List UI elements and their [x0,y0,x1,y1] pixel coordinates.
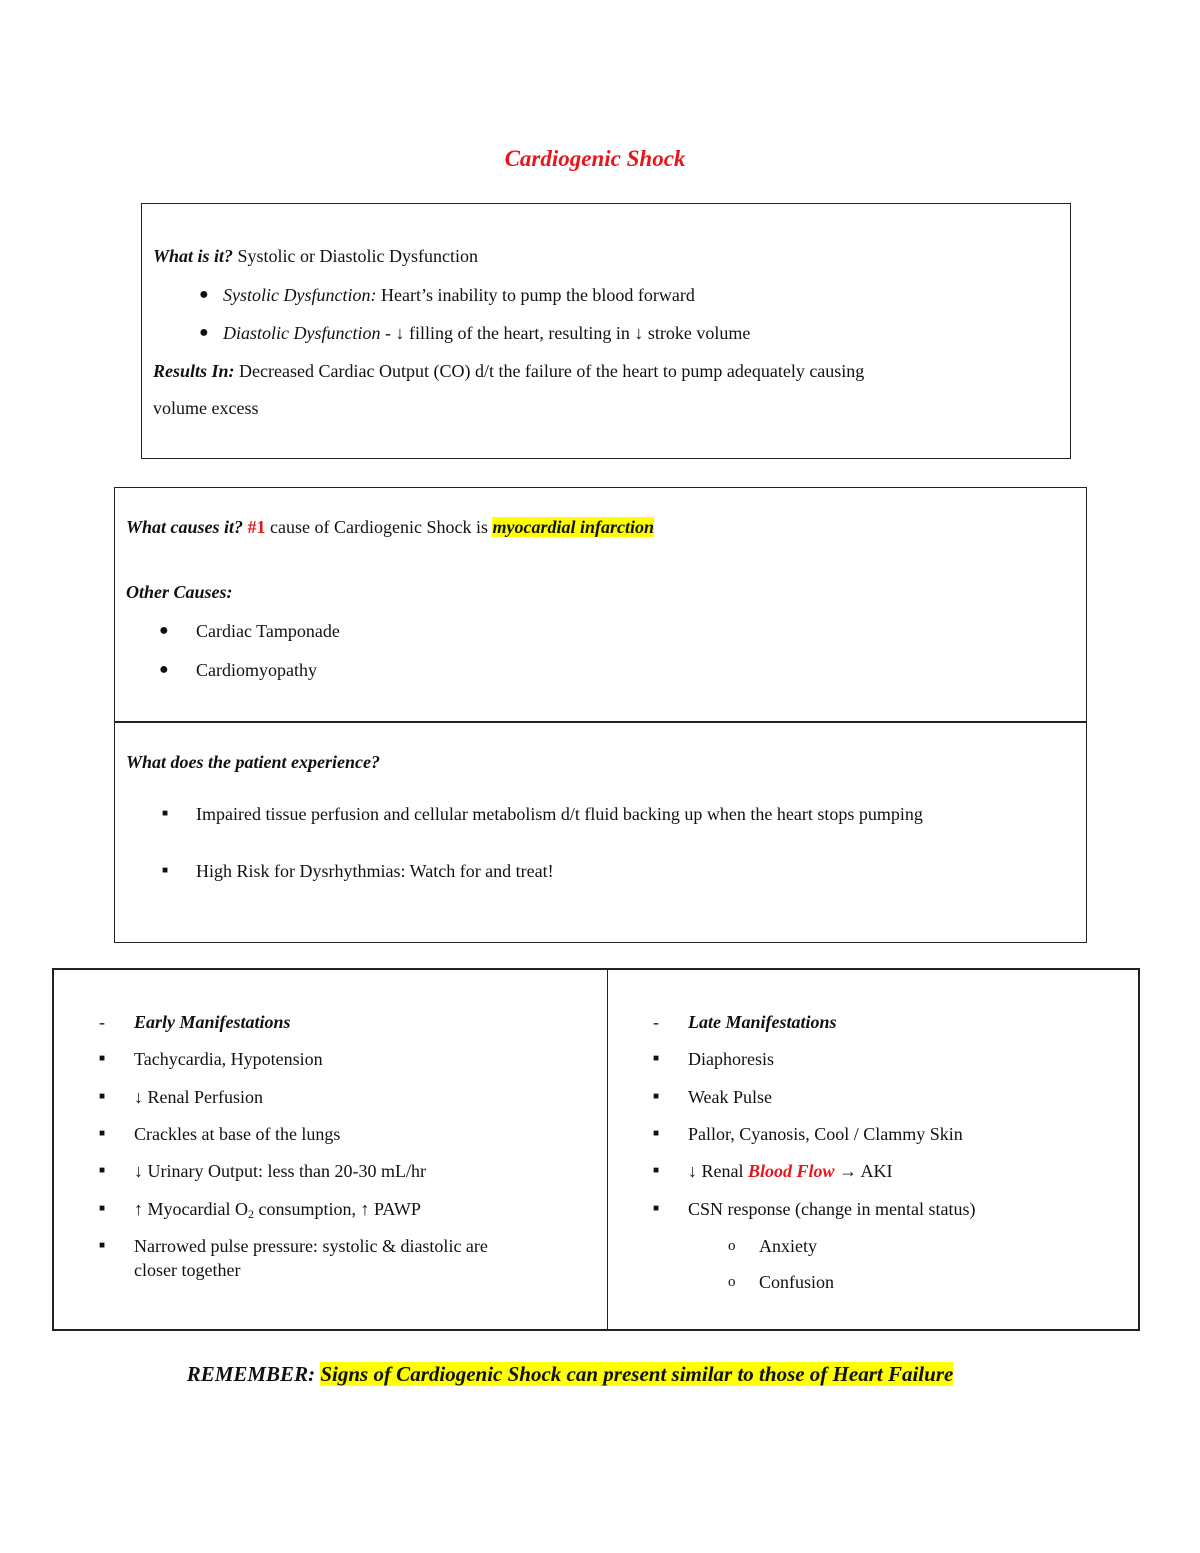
late-heading: Late Manifestations [688,1012,837,1032]
causes-label: What causes it? [126,517,244,537]
circle-marker: o [728,1238,736,1254]
renal-post: → AKI [834,1161,893,1181]
diastolic-label: Diastolic Dysfunction [223,323,381,343]
square-bullet-icon: ■ [99,1128,106,1139]
experience-item: High Risk for Dysrhythmias: Watch for and treat! [196,861,554,881]
renal-blood-flow: Blood Flow [748,1161,835,1181]
o2-sub: 2 [247,1207,254,1221]
other-causes-label: Other Causes: [126,582,233,602]
renal-pre: ↓ Renal [688,1161,748,1181]
number-one: #1 [247,517,266,537]
square-bullet-icon: ■ [653,1203,660,1214]
square-bullet-icon: ■ [653,1091,660,1102]
bullet-icon: ● [159,661,169,678]
cause-item: Cardiac Tamponade [196,621,340,641]
remember-label: REMEMBER: [186,1362,316,1386]
square-bullet-icon: ■ [99,1091,106,1102]
systolic-item [223,283,695,307]
bullet-icon: ● [159,622,169,639]
what-is-it-label: What is it? [153,246,234,266]
diastolic-text: - ↓ filling of the heart, resulting in ↓ stroke volume [380,323,751,343]
late-sub-item: Confusion [759,1272,835,1292]
results-label: Results In: [153,361,235,381]
early-item: ↓ Renal Perfusion [134,1087,263,1107]
experience-box [114,721,1087,943]
o2-post: consumption, ↑ PAWP [253,1199,421,1219]
square-bullet-icon: ■ [99,1203,106,1214]
square-bullet-icon: ■ [653,1053,660,1064]
results-line-2: volume excess [153,398,259,418]
circle-marker: o [728,1274,736,1290]
o2-pre: ↑ Myocardial O [134,1199,248,1219]
late-item: Diaphoresis [688,1049,774,1069]
early-item: Crackles at base of the lungs [134,1124,341,1144]
bullet-icon: ● [199,286,209,303]
square-bullet-icon: ■ [99,1240,106,1251]
late-item-renal [688,1159,893,1183]
early-item-pulse-cont: closer together [134,1260,241,1280]
what-is-it-line [153,244,478,268]
manifestations-table [52,968,1140,1331]
late-sub-item: Anxiety [759,1236,817,1256]
early-item: Tachycardia, Hypotension [134,1049,323,1069]
cause-item: Cardiomyopathy [196,660,317,680]
square-bullet-icon: ■ [162,865,169,876]
dash-marker: - [99,1012,105,1032]
definition-box [141,203,1071,459]
causes-box [114,487,1087,723]
experience-label: What does the patient experience? [126,752,380,772]
early-item: ↓ Urinary Output: less than 20-30 mL/hr [134,1161,426,1181]
early-item-o2 [134,1197,421,1226]
causes-line [126,515,654,539]
page-title: Cardiogenic Shock [504,146,686,171]
late-item: Weak Pulse [688,1087,773,1107]
early-heading: Early Manifestations [134,1012,291,1032]
causes-text: cause of Cardiogenic Shock is [265,517,493,537]
square-bullet-icon: ■ [653,1165,660,1176]
results-text: Decreased Cardiac Output (CO) d/t the failure of the heart to pump adequately causing [234,361,865,381]
primary-cause-highlight: myocardial infarction [492,517,654,537]
early-item-pulse: Narrowed pulse pressure: systolic & diastolic are [134,1236,488,1256]
diastolic-item [223,321,750,345]
systolic-label: Systolic Dysfunction: [223,285,377,305]
late-item-csn: CSN response (change in mental status) [688,1199,976,1219]
square-bullet-icon: ■ [162,808,169,819]
results-line [153,359,864,383]
square-bullet-icon: ■ [99,1053,106,1064]
column-divider [607,970,608,1329]
bullet-icon: ● [199,324,209,341]
remember-note [0,1362,1140,1387]
square-bullet-icon: ■ [99,1165,106,1176]
remember-text: Signs of Cardiogenic Shock can present similar to those of Heart Failure [320,1362,954,1386]
late-item: Pallor, Cyanosis, Cool / Clammy Skin [688,1124,963,1144]
what-is-it-text: Systolic or Diastolic Dysfunction [233,246,479,266]
experience-item: Impaired tissue perfusion and cellular metabolism d/t fluid backing up when the heart stops pumping [196,804,923,824]
square-bullet-icon: ■ [653,1128,660,1139]
systolic-text: Heart’s inability to pump the blood forward [376,285,695,305]
dash-marker: - [653,1012,659,1032]
